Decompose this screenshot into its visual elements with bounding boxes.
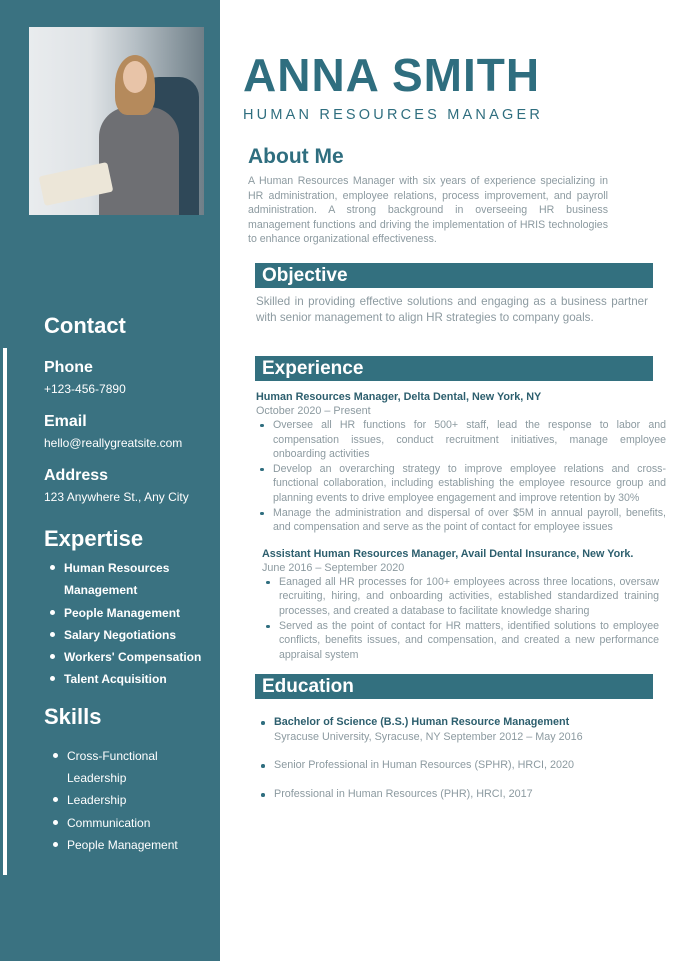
sidebar: [0, 0, 220, 961]
experience-heading: Experience: [255, 356, 653, 381]
job-2: [262, 547, 659, 663]
expertise-item: Talent Acquisition: [46, 668, 216, 690]
sidebar-content: [44, 312, 216, 856]
email-value: hello@reallygreatsite.com: [44, 436, 183, 450]
job-bullet: Develop an overarching strategy to improve employee relations and cross-functional collaboration, including establishing the employee resource group and planning events to drive employee engagement and improve retention by 30%: [256, 462, 666, 506]
address-value: 123 Anywhere St., Any City: [44, 490, 189, 504]
job-dates-2: June 2016 – September 2020: [262, 561, 405, 574]
education-heading: Education: [255, 674, 653, 699]
job-bullet: Served as the point of contact for HR matters, identified solutions to employee conflicts, benefits issues, and compensation, and created a new performance appraisal system: [262, 619, 659, 663]
education-item: Senior Professional in Human Resources (SPHR), HRCI, 2020: [260, 758, 668, 773]
skill-item: Leadership: [49, 789, 216, 811]
skills-heading: Skills: [44, 703, 102, 729]
job-bullet: Eanaged all HR processes for 100+ employees across three locations, oversaw recruiting, hiring, and onboarding activities, established standardized training processes, and created a database to facilitate knowledge sharing: [262, 575, 659, 619]
objective-text: Skilled in providing effective solutions and engaging as a business partner with senior management to align HR strategies to company goals.: [256, 294, 648, 324]
expertise-item: People Management: [46, 602, 216, 624]
expertise-item: Workers' Compensation: [46, 646, 216, 668]
phone-label: Phone: [44, 359, 93, 376]
job-title: HUMAN RESOURCES MANAGER: [243, 107, 543, 123]
expertise-list: [46, 557, 216, 691]
phone-value: +123-456-7890: [44, 382, 126, 396]
objective-heading: Objective: [255, 263, 653, 288]
job-bullets-1: [256, 418, 666, 535]
expertise-item: Human Resources Management: [46, 557, 216, 602]
education-item: Professional in Human Resources (PHR), HRCI, 2017: [260, 787, 668, 802]
about-text: A Human Resources Manager with six years of experience specializing in HR administration, employee relations, process improvement, and payroll administration. A strong background in overseeing HR business management functions and driving the implementation of HRIS technologies to enhance organizational effectiveness.: [248, 175, 608, 246]
main-content: [243, 48, 668, 802]
skills-list: [49, 745, 216, 856]
divider: [3, 348, 7, 875]
degree: Bachelor of Science (B.S.) Human Resource Management: [274, 716, 570, 729]
skill-item: Cross-Functional Leadership: [49, 745, 216, 790]
skill-item: People Management: [49, 834, 216, 856]
contact-heading: Contact: [44, 313, 126, 338]
job-dates-1: October 2020 – Present: [256, 404, 371, 417]
job-title-2: Assistant Human Resources Manager, Avail Dental Insurance, New York.: [262, 547, 634, 560]
email-label: Email: [44, 413, 87, 430]
address-label: Address: [44, 467, 109, 484]
expertise-item: Salary Negotiations: [46, 624, 216, 646]
job-title-1: Human Resources Manager, Delta Dental, New York, NY: [256, 390, 542, 403]
job-bullet: Manage the administration and dispersal of over $5M in annual payroll, benefits, and compensation and serve as the point of contact for employee issues: [256, 506, 666, 535]
skill-item: Communication: [49, 812, 216, 834]
profile-photo: [29, 27, 204, 215]
expertise-heading: Expertise: [44, 526, 144, 551]
candidate-name: ANNA SMITH: [243, 49, 541, 101]
job-1: [256, 390, 666, 535]
about-heading: About Me: [248, 145, 344, 168]
job-bullets-2: [262, 575, 659, 663]
degree-detail: Syracuse University, Syracuse, NY September 2012 – May 2016: [274, 730, 583, 743]
education-item: [260, 715, 668, 744]
job-bullet: Oversee all HR functions for 500+ staff, lead the response to labor and compensation issues, conduct recruitment initiatives, manage employee onboarding activities: [256, 418, 666, 462]
